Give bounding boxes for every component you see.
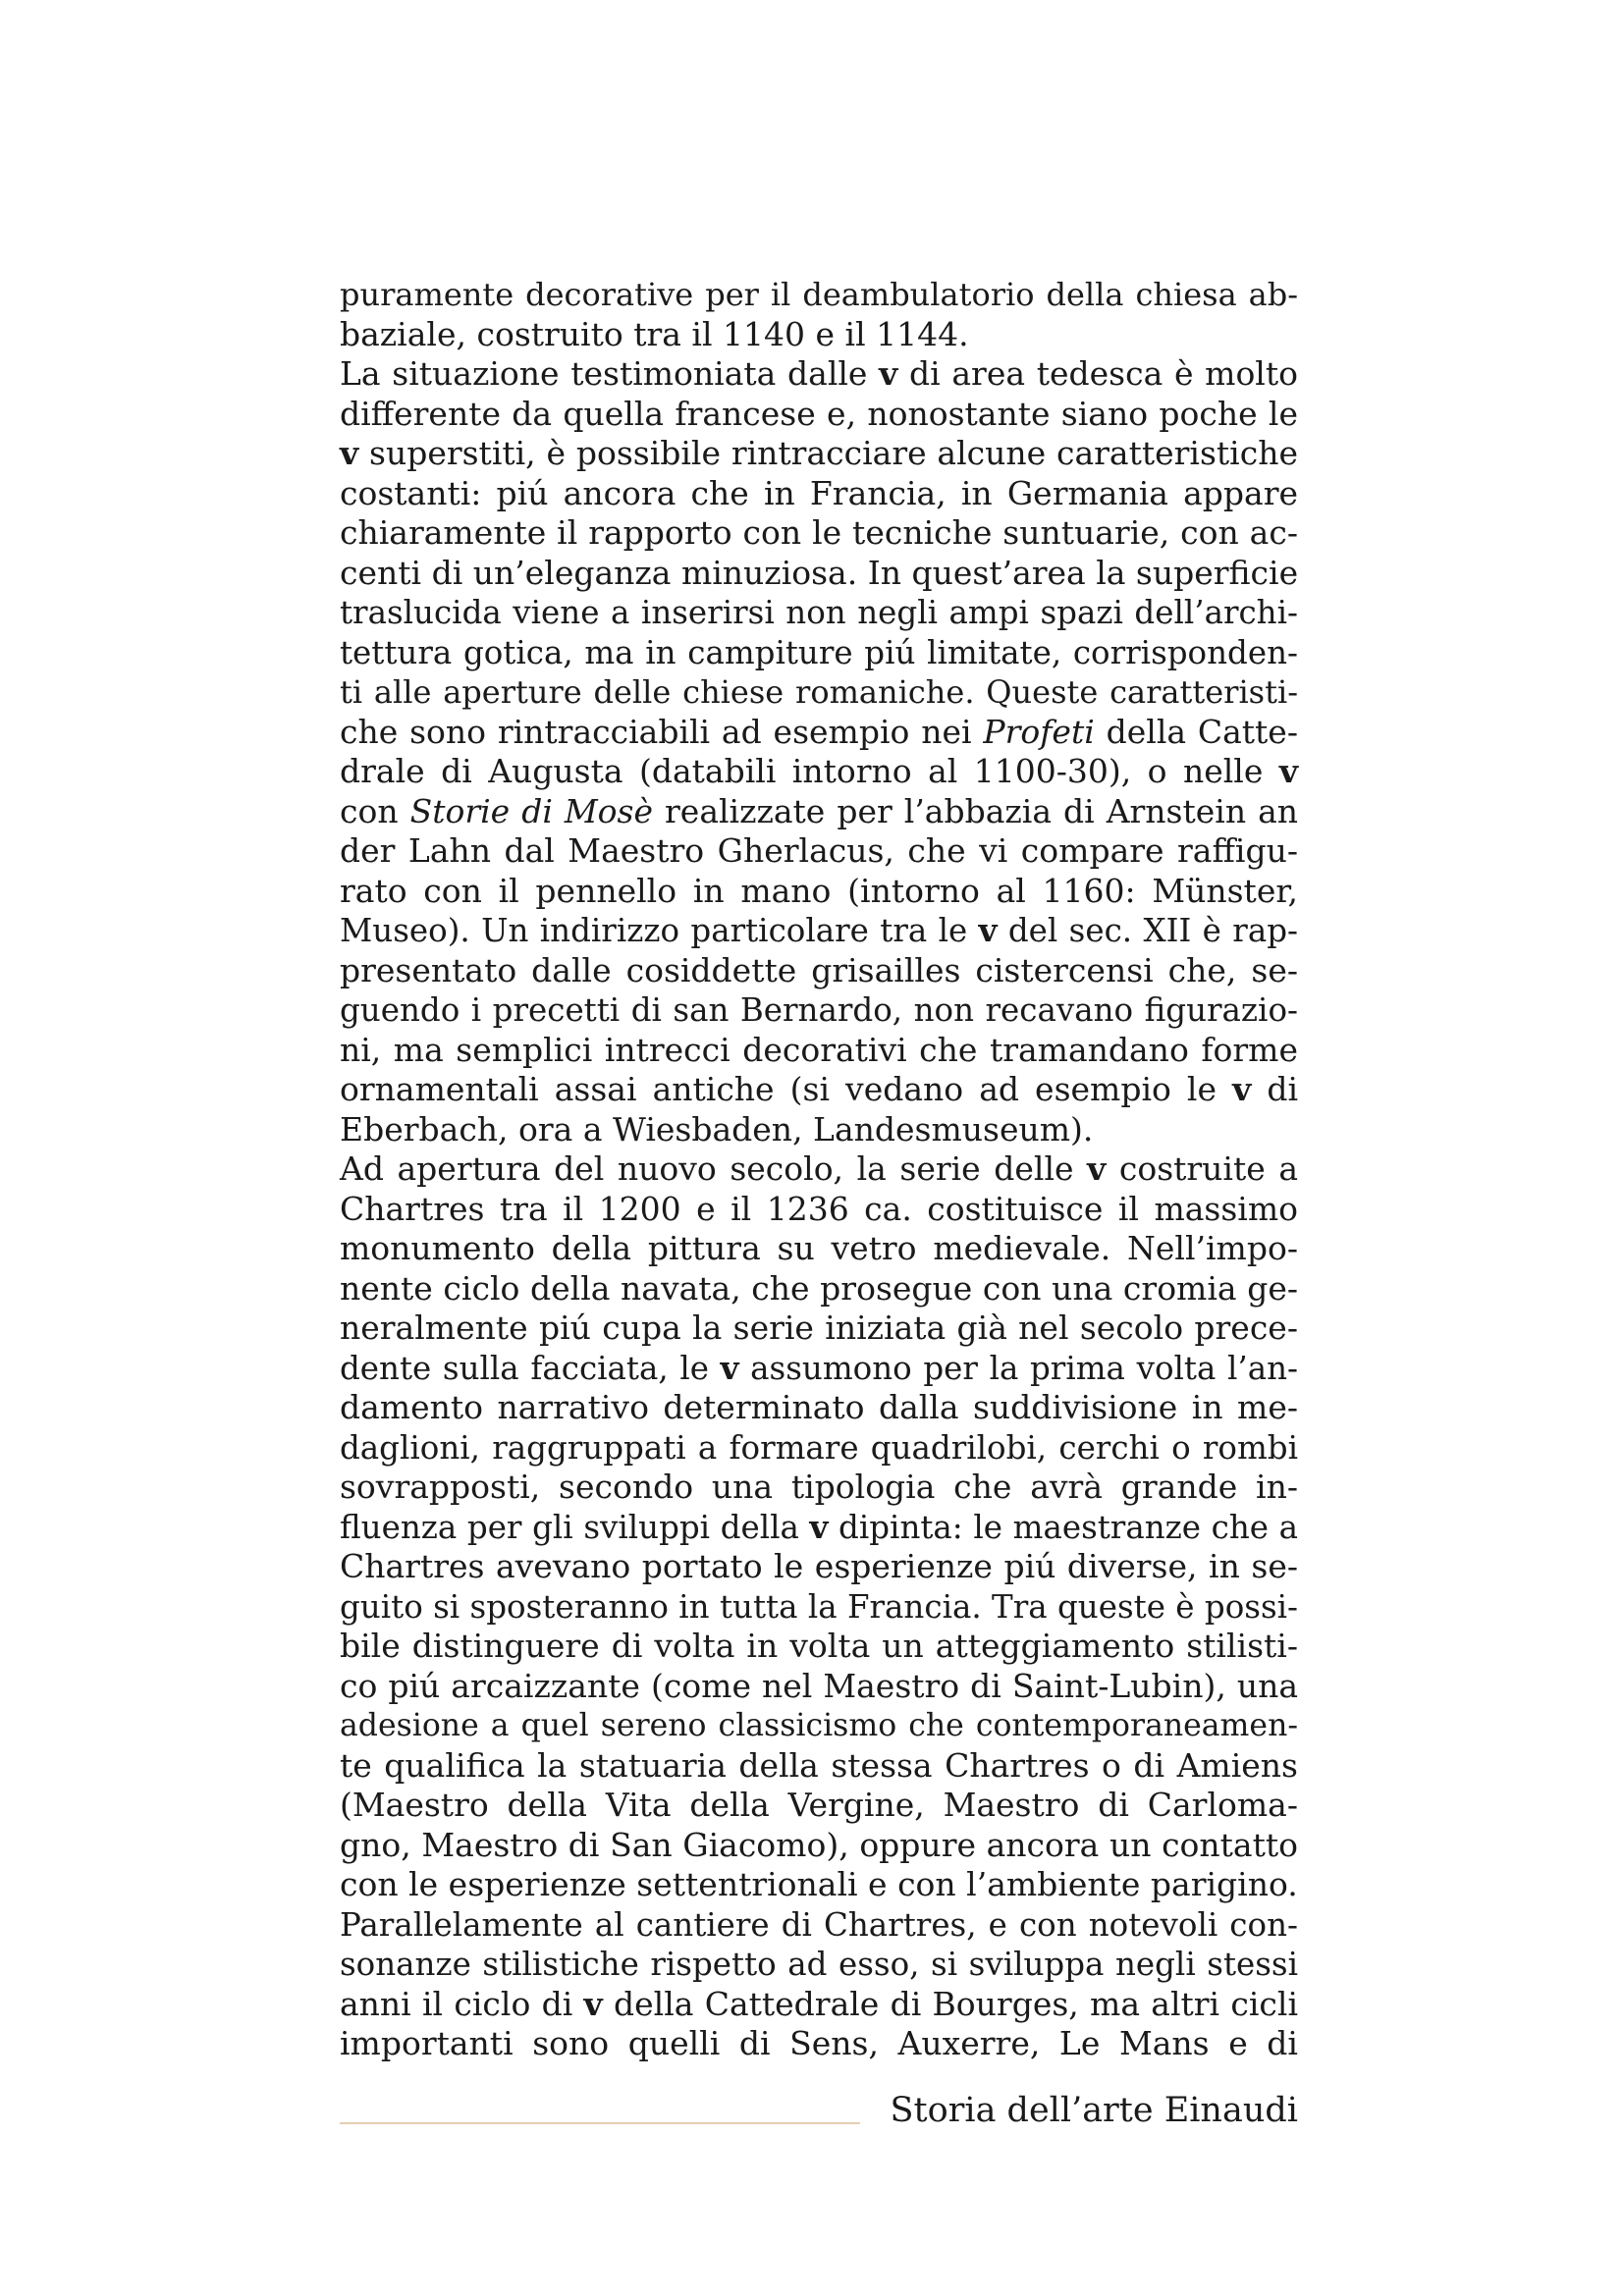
text-line: ornamentali assai antiche (si vedano ad esempio le v di [340,1070,1298,1108]
text-line: ni, ma semplici intrecci decorativi che tramandano forme [340,1030,1298,1069]
text-line: neralmente piú cupa la serie iniziata già nel secolo prece- [340,1308,1298,1347]
text-line: chiaramente il rapporto con le tecniche suntuarie, con ac- [340,513,1298,552]
text-line: centi di un’eleganza minuziosa. In quest’area la superficie [340,553,1299,592]
text-line: La situazione testimoniata dalle v di area tedesca è molto [340,354,1298,393]
footer-rule [340,2122,860,2124]
text-line: v superstiti, è possibile rintracciare alcune caratteristiche [340,434,1298,472]
text-line: ti alle aperture delle chiese romaniche. Queste caratteristi- [340,673,1298,711]
text-line: Eberbach, ora a Wiesbaden, Landesmuseum). [340,1109,1094,1148]
text-line: drale di Augusta (databili intorno al 1100-30), o nelle v [340,752,1298,790]
text-line: (Maestro della Vita della Vergine, Maestro di Carloma- [340,1786,1298,1824]
text-line: tettura gotica, ma in campiture piú limitate, corrisponden- [340,633,1298,671]
text-line: te qualifica la statuaria della stessa Chartres o di Amiens [340,1745,1298,1785]
text-line: Ad apertura del nuovo secolo, la serie delle v costruite a [340,1149,1298,1188]
text-line: adesione a quel sereno classicismo che contemporaneamen- [340,1708,1298,1743]
text-line: Museo). Un indirizzo particolare tra le v del sec. XII è rap- [340,911,1298,949]
text-line: puramente decorative per il deambulatorio della chiesa ab- [340,276,1298,313]
text-line: che sono rintracciabili ad esempio nei Profeti della Catte- [340,712,1298,751]
text-line: importanti sono quelli di Sens, Auxerre, Le Mans e di [340,2024,1298,2062]
text-line: sonanze stilistiche rispetto ad esso, si sviluppa negli stessi [340,1946,1298,1983]
text-line: damento narrativo determinato dalla suddivisione in me- [340,1388,1298,1426]
text-line: monumento della pittura su vetro medievale. Nell’impo- [340,1229,1298,1267]
text-line: guito si sposteranno in tutta la Francia. Tra queste è possi- [340,1587,1298,1626]
text-line: Parallelamente al cantiere di Chartres, e con notevoli con- [340,1905,1298,1944]
text-line: anni il ciclo di v della Cattedrale di Bourges, ma altri cicli [340,1984,1298,2023]
text-line: con Storie di Mosè realizzate per l’abbazia di Arnstein an [340,791,1299,830]
text-line: traslucida viene a inserirsi non negli ampi spazi dell’archi- [340,594,1298,631]
text-line: co piú arcaizzante (come nel Maestro di Saint-Lubin), una [340,1666,1298,1705]
text-line: der Lahn dal Maestro Gherlacus, che vi compare raffigu- [340,831,1298,870]
text-line: dente sulla facciata, le v assumono per la prima volta l’an- [340,1348,1299,1387]
text-line: baziale, costruito tra il 1140 e il 1144. [340,314,969,353]
text-line: daglioni, raggruppati a formare quadrilobi, cerchi o rombi [340,1428,1298,1467]
body-text [340,275,1298,2064]
text-line: gno, Maestro di San Giacomo), oppure ancora un contatto [340,1825,1298,1864]
text-line: nente ciclo della navata, che prosegue con una cromia ge- [340,1268,1298,1308]
text-line: costanti: piú ancora che in Francia, in Germania appare [340,473,1298,512]
text-line: fluenza per gli sviluppi della v dipinta: le maestranze che a [340,1507,1298,1546]
text-line: bile distinguere di volta in volta un atteggiamento stilisti- [340,1627,1298,1665]
text-line: guendo i precetti di san Bernardo, non recavano figurazio- [340,991,1298,1029]
text-line: presentato dalle cosiddette grisailles cistercensi che, se- [340,950,1298,989]
text-line: Chartres tra il 1200 e il 1236 ca. costituisce il massimo [340,1189,1298,1228]
text-line: Chartres avevano portato le esperienze piú diverse, in se- [340,1547,1298,1585]
text-line: con le esperienze settentrionali e con l’ambiente parigino. [340,1865,1298,1903]
text-line: differente da quella francese e, nonostante siano poche le [340,394,1298,433]
footer-title: Storia dell’arte Einaudi [890,2091,1298,2130]
text-line: rato con il pennello in mano (intorno al 1160: Münster, [340,871,1298,910]
text-line: sovrapposti, secondo una tipologia che avrà grande in- [340,1468,1298,1506]
page-footer [340,2089,1298,2128]
